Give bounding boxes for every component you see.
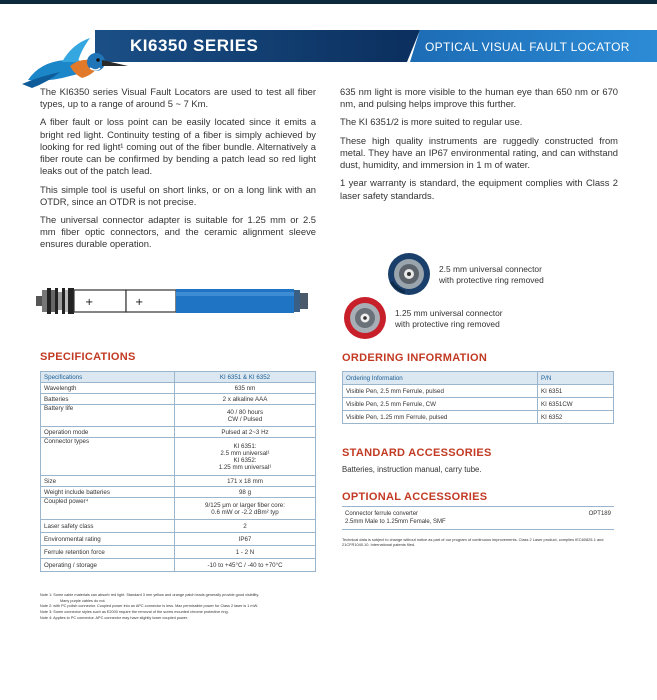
visual-fault-locator-pen-icon bbox=[36, 284, 326, 318]
intro-paragraph: The KI6350 series Visual Fault Locators are used to test all fiber types, up to a range of around 5 ~ 7 Km. bbox=[40, 86, 316, 110]
top-bar bbox=[0, 0, 657, 4]
table-header-row bbox=[41, 372, 316, 383]
intro-left-column bbox=[40, 86, 316, 257]
intro-paragraph: 1 year warranty is standard, the equipment complies with Class 2 laser safety standards. bbox=[340, 177, 618, 201]
table-row: Visible Pen, 1.25 mm Ferrule, pulsed KI 6352 bbox=[343, 411, 614, 424]
svg-text:+: + bbox=[135, 297, 144, 308]
table-row: Laser safety class 2 bbox=[41, 520, 316, 533]
standard-accessories-title: STANDARD ACCESSORIES bbox=[342, 447, 492, 459]
table-row: Operation mode Pulsed at 2~3 Hz bbox=[41, 427, 316, 438]
table-row: Connector types KI 6351: 2.5 mm universal¹ KI 6352: 1.25 mm universal¹ bbox=[41, 438, 316, 476]
table-header-cell: KI 6351 & KI 6352 bbox=[175, 372, 316, 383]
connector-125mm-icon bbox=[343, 296, 387, 340]
connector-125mm-label: 1.25 mm universal connector with protective ring removed bbox=[395, 308, 503, 329]
table-row: Coupled power⁴ 9/125 μm or larger fiber core: 0.6 mW or -2.2 dBm² typ bbox=[41, 498, 316, 520]
table-row: Batteries 2 x alkaline AAA bbox=[41, 394, 316, 405]
intro-paragraph: The KI 6351/2 is more suited to regular use. bbox=[340, 116, 523, 128]
optional-accessories-title: OPTIONAL ACCESSORIES bbox=[342, 491, 488, 503]
specifications-table bbox=[40, 371, 316, 572]
table-row: Visible Pen, 2.5 mm Ferrule, CW KI 6351CW bbox=[343, 398, 614, 411]
page-title: KI6350 SERIES bbox=[130, 36, 259, 55]
table-row: Connector ferrule converter 2.5mm Male to 1.25mm Female, SMF OPT189 bbox=[342, 507, 614, 530]
table-row: Wavelength 635 nm bbox=[41, 383, 316, 394]
connector-photos bbox=[343, 248, 613, 343]
table-row: Size 171 x 18 mm bbox=[41, 476, 316, 487]
table-row: Weight include batteries 98 g bbox=[41, 487, 316, 498]
connector-25mm-label: 2.5 mm universal connector with protective ring removed bbox=[439, 264, 544, 285]
specifications-title: SPECIFICATIONS bbox=[40, 351, 136, 363]
table-row: Visible Pen, 2.5 mm Ferrule, pulsed KI 6351 bbox=[343, 385, 614, 398]
svg-text:+: + bbox=[85, 297, 94, 308]
page-subtitle: OPTICAL VISUAL FAULT LOCATOR bbox=[425, 40, 630, 54]
table-row: Environmental rating IP67 bbox=[41, 533, 316, 546]
intro-paragraph: The universal connector adapter is suitable for 1.25 mm or 2.5 mm fiber optic connectors, and the ceramic alignment sleeve ensures durable operation. bbox=[40, 213, 316, 250]
optional-accessories-table bbox=[342, 506, 614, 530]
standard-accessories-text: Batteries, instruction manual, carry tube. bbox=[342, 465, 482, 474]
intro-right-column bbox=[340, 86, 618, 208]
table-header-row: Ordering Information P/N bbox=[343, 372, 614, 385]
specification-notes: Note 1: Some cable materials can absorb red light. Standard 3 mm yellow and orange patch leads generally provide good visibility. Many purple cables do not. Note 2: with PC polish connector. Coupled power into an APC connector is less. Max permissible power for Class 2 laser is 1 mW. Note 3: Some connector styles such as E2000 require the removal of the screw mounted chrome protective ring. Note 4: Applies to PC connector. APC connector may have slightly lower coupled power. bbox=[40, 593, 260, 620]
ordering-title: ORDERING INFORMATION bbox=[342, 352, 488, 364]
intro-paragraph: 635 nm light is more visible to the human eye than 650 nm or 670 nm, and pulsing helps improve this further. bbox=[340, 86, 618, 110]
table-row: Operating / storage -10 to +45°C / -40 to +70°C bbox=[41, 559, 316, 572]
table-header-cell: Specifications bbox=[41, 372, 175, 383]
ordering-table bbox=[342, 371, 614, 424]
technical-note: Technical data is subject to change without notice as part of our program of continuous improvements. Class 2 Laser product, complies IEC60825-1 and 21CFR1040.10. International patents filed. bbox=[342, 537, 604, 548]
connector-25mm-icon bbox=[387, 252, 431, 296]
intro-paragraph: These high quality instruments are ruggedly constructed from metal. They have an IP67 environmental rating, and can withstand dust, humidity, and immersion in 1 m of water. bbox=[340, 134, 618, 171]
intro-paragraph: This simple tool is useful on short links, or on a long link with an OTDR, since an OTDR is not precise. bbox=[40, 183, 316, 207]
table-row: Battery life 40 / 80 hours CW / Pulsed bbox=[41, 405, 316, 427]
intro-paragraph: A fiber fault or loss point can be easily located since it emits a bright red light. Continuity testing of a fiber is simply achieved by looking for red light¹ coming out of the fiber bundle. Alternatively a fiber route can be confirmed by bending a patch lead so red light leaks out of the patch lead. bbox=[40, 116, 316, 177]
table-row: Ferrule retention force 1 - 2 N bbox=[41, 546, 316, 559]
